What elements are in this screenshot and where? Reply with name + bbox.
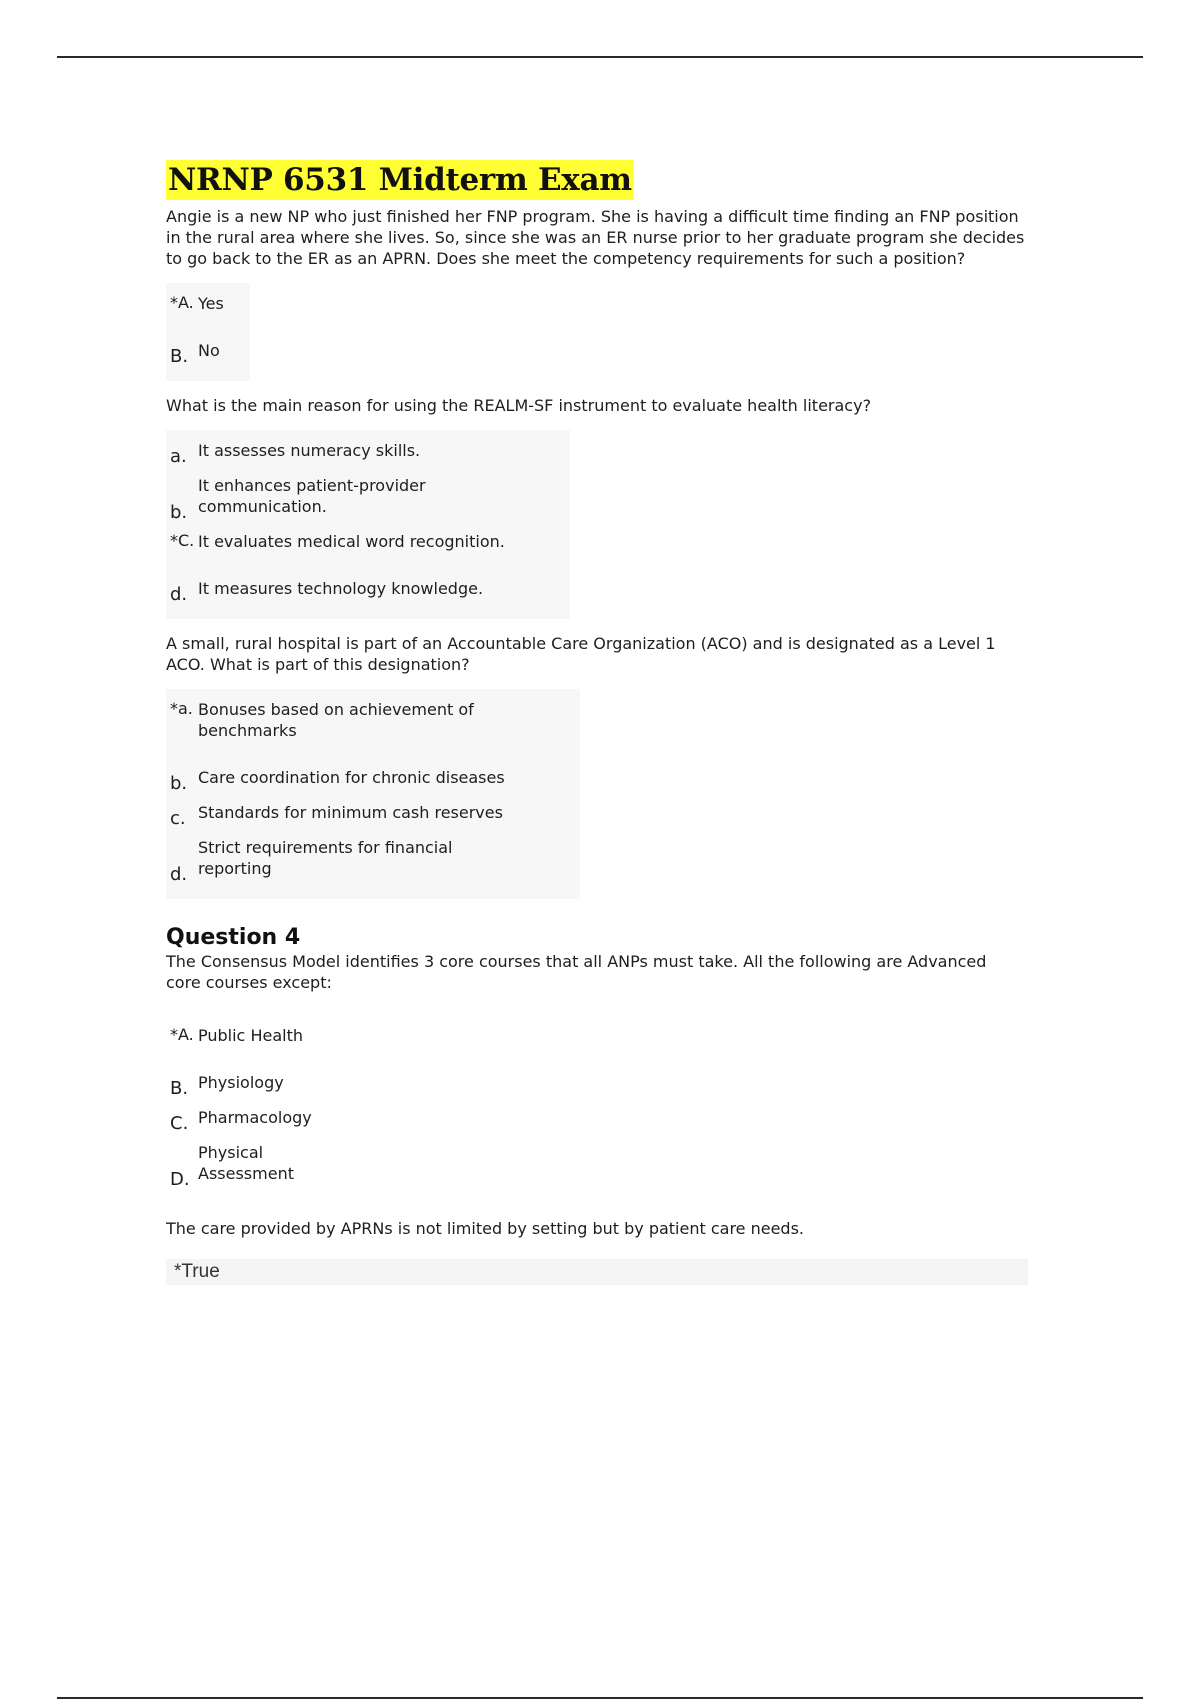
question-3 — [166, 633, 1026, 913]
option-letter: C. — [170, 1113, 189, 1134]
option-letter: d. — [170, 864, 188, 885]
question-1-text: Angie is a new NP who just finished her FNP program. She is having a difficult time finding an FNP position in the rural area where she lives. So, since she was an ER nurse prior to her graduate program she decides to go back to the ER as an APRN. Does she meet the competency requirements for such a position? — [166, 207, 1025, 268]
option-text: Public Health — [198, 1026, 303, 1045]
question-2-text: What is the main reason for using the REALM-SF instrument to evaluate health literacy? — [166, 396, 872, 415]
option-4a[interactable] — [170, 1025, 348, 1064]
option-3b[interactable] — [170, 767, 568, 794]
option-letter: *a. — [170, 699, 193, 718]
option-1a[interactable] — [170, 293, 238, 332]
option-letter: D. — [170, 1169, 190, 1190]
option-letter: b. — [170, 773, 188, 794]
option-letter: B. — [170, 1078, 189, 1099]
footer-rule — [57, 1697, 1143, 1699]
option-2b[interactable] — [170, 475, 558, 523]
option-text: Care coordination for chronic diseases — [198, 768, 505, 787]
option-text: Bonuses based on achievement of benchmarks — [198, 700, 474, 740]
answer-text: *True — [174, 1261, 220, 1282]
option-text: It enhances patient-provider communication. — [198, 476, 426, 516]
question-5-text: The care provided by APRNs is not limited by setting but by patient care needs. — [166, 1219, 804, 1238]
option-letter: d. — [170, 584, 188, 605]
option-letter: *A. — [170, 1025, 194, 1044]
question-4 — [166, 925, 1026, 1218]
option-text: It measures technology knowledge. — [198, 579, 484, 598]
option-2d[interactable] — [170, 578, 558, 605]
option-text: Strict requirements for financial reporting — [198, 838, 453, 878]
question-1-options — [166, 283, 250, 381]
option-text: Pharmacology — [198, 1108, 312, 1127]
option-text: Yes — [198, 294, 224, 313]
question-5 — [166, 1218, 1026, 1285]
question-4-options — [166, 1015, 360, 1204]
question-5-answer[interactable] — [166, 1259, 1028, 1285]
option-text: It assesses numeracy skills. — [198, 441, 421, 460]
option-letter: *A. — [170, 293, 194, 312]
exam-title: NRNP 6531 Midterm Exam — [168, 162, 632, 198]
question-2-options — [166, 430, 570, 619]
question-4-heading: Question 4 — [166, 925, 301, 950]
option-4d[interactable] — [170, 1142, 348, 1190]
question-3-text: A small, rural hospital is part of an Accountable Care Organization (ACO) and is designated as a Level 1 ACO. What is part of this designation? — [166, 634, 996, 674]
option-text: No — [198, 341, 220, 360]
option-4c[interactable] — [170, 1107, 348, 1134]
option-letter: c. — [170, 808, 186, 829]
option-3c[interactable] — [170, 802, 568, 829]
option-letter: B. — [170, 346, 189, 367]
header-rule — [57, 56, 1143, 58]
option-text: Standards for minimum cash reserves — [198, 803, 503, 822]
option-letter: a. — [170, 446, 187, 467]
question-1 — [166, 206, 1026, 395]
question-4-text: The Consensus Model identifies 3 core courses that all ANPs must take. All the following are Advanced core courses except: — [166, 952, 987, 992]
option-letter: *C. — [170, 531, 195, 550]
question-2 — [166, 395, 1026, 633]
question-3-options — [166, 689, 580, 899]
exam-content — [166, 160, 1026, 1285]
option-text: Physical Assessment — [198, 1143, 294, 1183]
option-text: It evaluates medical word recognition. — [198, 532, 505, 551]
option-3a[interactable] — [170, 699, 568, 759]
option-3d[interactable] — [170, 837, 568, 885]
option-letter: b. — [170, 502, 188, 523]
option-1b[interactable] — [170, 340, 238, 367]
option-4b[interactable] — [170, 1072, 348, 1099]
option-2a[interactable] — [170, 440, 558, 467]
option-2c[interactable] — [170, 531, 558, 570]
option-text: Physiology — [198, 1073, 284, 1092]
